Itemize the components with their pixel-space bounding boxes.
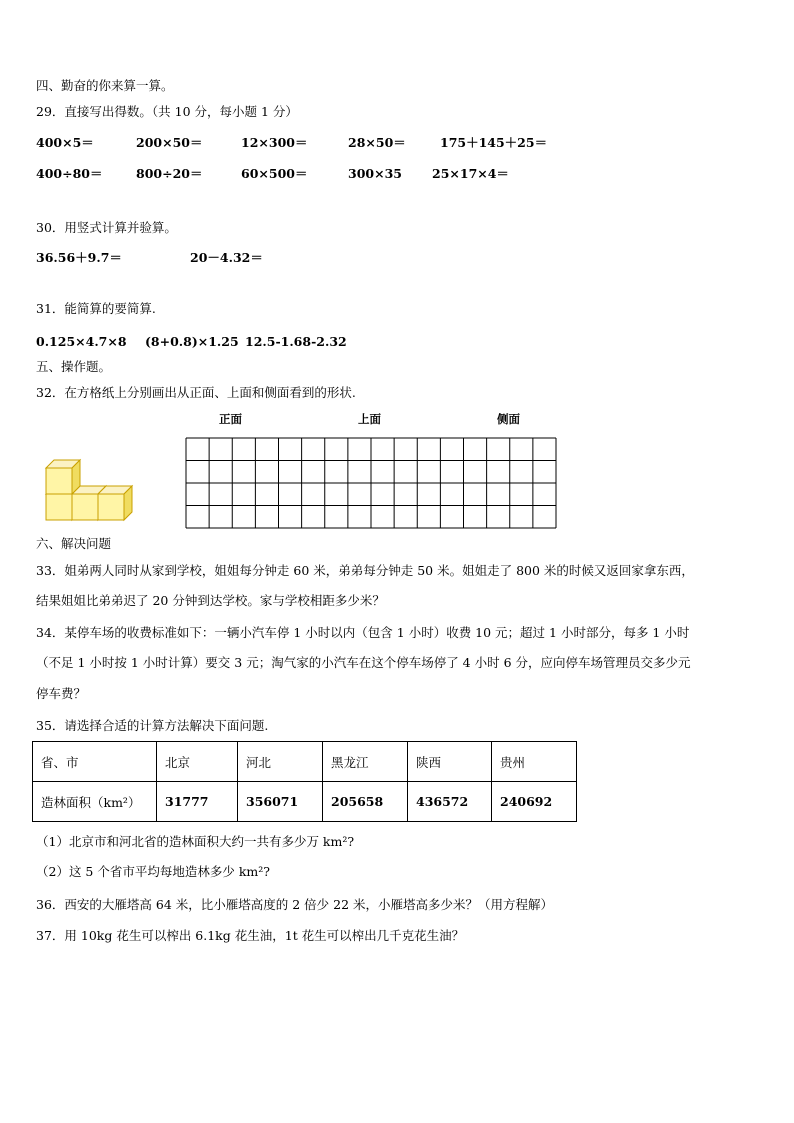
calc-29-2: 200×50＝	[136, 135, 203, 150]
cube-group	[46, 460, 132, 520]
calc-29-8: 60×500＝	[241, 166, 308, 181]
calc-31-3: 12.5-1.68-2.32	[245, 334, 347, 349]
table-header-row	[33, 742, 577, 782]
table-header-label: 省、市	[33, 742, 157, 782]
question-35-title: 35．请选择合适的计算方法解决下面问题.	[36, 718, 269, 733]
question-36: 36．西安的大雁塔高 64 米，比小雁塔高度的 2 倍少 22 米，小雁塔高多少米？（用方程解）	[36, 897, 554, 912]
calc-29-5: 175＋145＋25＝	[440, 135, 548, 150]
afforestation-table	[32, 741, 577, 822]
question-34-line-1: 34．某停车场的收费标准如下：一辆小汽车停 1 小时以内（包含 1 小时）收费 10 元；超过 1 小时部分，每多 1 小时	[36, 625, 690, 640]
question-30-title: 30．用竖式计算并验算。	[36, 220, 177, 235]
question-34-line-2: （不足 1 小时按 1 小时计算）要交 3 元；淘气家的小汽车在这个停车场停了 4 小时 6 分，应向停车场管理员交多少元	[36, 655, 691, 670]
grid-paper	[184, 436, 558, 530]
cube-front-face	[98, 494, 124, 520]
calc-29-9: 300×35	[348, 166, 402, 181]
table-value: 356071	[238, 782, 323, 822]
table-region: 河北	[238, 742, 323, 782]
section-4-heading: 四、勤奋的你来算一算。	[36, 78, 174, 93]
table-row-label: 造林面积（km²）	[33, 782, 157, 822]
question-31-title: 31．能简算的要简算.	[36, 301, 156, 316]
section-5-heading: 五、操作题。	[36, 359, 112, 374]
question-32-title: 32．在方格纸上分别画出从正面、上面和侧面看到的形状.	[36, 385, 356, 400]
section-6-heading: 六、解决问题	[36, 536, 112, 551]
table-value: 205658	[323, 782, 408, 822]
calc-29-4: 28×50＝	[348, 135, 406, 150]
calc-30-2: 20－4.32＝	[190, 250, 263, 265]
calc-29-1: 400×5＝	[36, 135, 94, 150]
table-region: 贵州	[492, 742, 577, 782]
question-35-sub-2: （2）这 5 个省市平均每地造林多少 km²?	[36, 864, 270, 879]
calc-31-2: (8+0.8)×1.25	[145, 334, 239, 349]
table-region: 北京	[157, 742, 238, 782]
table-region: 黑龙江	[323, 742, 408, 782]
calc-30-1: 36.56＋9.7＝	[36, 250, 122, 265]
question-34-line-3: 停车费？	[36, 686, 87, 701]
question-33-line-1: 33．姐弟两人同时从家到学校，姐姐每分钟走 60 米，弟弟每分钟走 50 米。姐姐走了 800 米的时候又返回家拿东西，	[36, 563, 694, 578]
question-35-sub-1: （1）北京市和河北省的造林面积大约一共有多少万 km²?	[36, 834, 355, 849]
cube-front-face	[72, 494, 98, 520]
question-37: 37．用 10kg 花生可以榨出 6.1kg 花生油，1t 花生可以榨出几千克花生油？	[36, 928, 465, 943]
calc-29-10: 25×17×4＝	[432, 166, 509, 181]
table-region: 陕西	[408, 742, 492, 782]
calc-29-6: 400÷80＝	[36, 166, 103, 181]
question-29-title: 29．直接写出得数。（共 10 分，每小题 1 分）	[36, 104, 298, 119]
cube-front-face	[46, 468, 72, 494]
table-value: 436572	[408, 782, 492, 822]
view-label-top: 上面	[358, 412, 381, 426]
question-33-line-2: 结果姐姐比弟弟迟了 20 分钟到达学校。家与学校相距多少米？	[36, 593, 385, 608]
view-label-side: 侧面	[497, 412, 520, 426]
view-label-front: 正面	[219, 412, 242, 426]
table-value: 31777	[157, 782, 238, 822]
cube-front-face	[46, 494, 72, 520]
calc-31-1: 0.125×4.7×8	[36, 334, 127, 349]
calc-29-3: 12×300＝	[241, 135, 308, 150]
table-value-row	[33, 782, 577, 822]
cube-figure	[40, 450, 140, 530]
table-value: 240692	[492, 782, 577, 822]
calc-29-7: 800÷20＝	[136, 166, 203, 181]
